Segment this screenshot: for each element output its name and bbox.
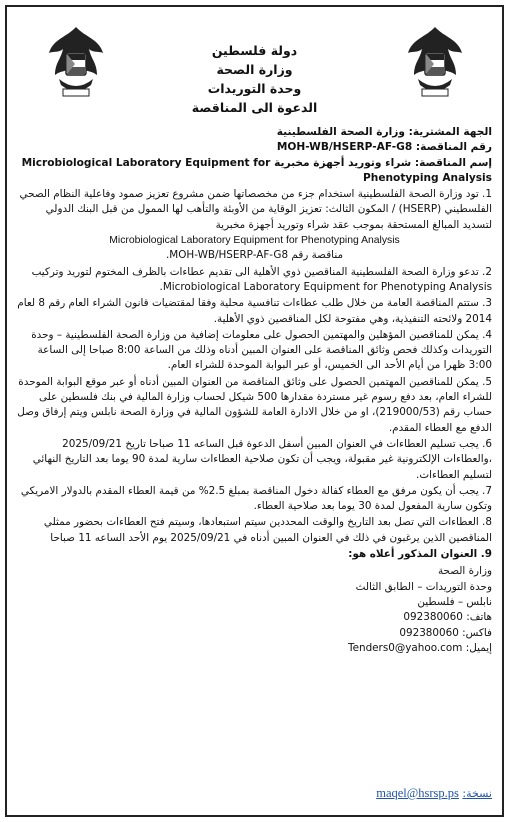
clause-1-equipment: Microbiological Laboratory Equipment for Phenotyping Analysis (109, 235, 400, 247)
copy-email-link[interactable]: maqel@hsrsp.ps (376, 786, 459, 800)
clause-1-tender-ref: مناقصة رقم MOH-WB/HSERP-AF-G8. (165, 249, 344, 262)
clause-9: 9. العنوان المذكور أعلاه هو: (348, 548, 492, 561)
clause-5: 5. يمكن للمناقصين المهتمين الحصول على وثائق المناقصة من العنوان المبين أدناه أو عبر موقع البوابة الموحدة للشراء العام، بعد دفع رسوم غير مستردة مقدارها 500 شيكل لحساب وزارة المالية في بنك فلسطين على حساب رقم (219000/53)، او من خلال الادارة العامة للشؤون المالية في وزارة الصحة نابلس ويتم إرفاق وصل الدفع مع العطاء المقدم. (17, 375, 492, 434)
clause-7: 7. يجب أن يكون مرفق مع العطاء كفالة دخول المناقصة بمبلغ 2.5% من قيمة العطاء المقدم بالدولار الامريكي وتكون سارية المفعول لمدة 30 يوما بعد صلاحية العطاء. (20, 484, 492, 513)
clause-2: 2. تدعو وزارة الصحة الفلسطينية المناقصين ذوي الأهلية الى تقديم عطاءات بالظرف المختوم لتوريد وتركيب Microbiological Laboratory Equipment for Phenotyping Analysis. (31, 265, 492, 293)
address-unit: وحدة التوريدات – الطابق الثالث (355, 580, 492, 593)
header-country: دولة فلسطين (211, 43, 298, 58)
tender-notice (5, 5, 504, 817)
address-block (17, 564, 492, 656)
tender-name: إسم المناقصة: شراء وتوريد أجهزة مخبرية Microbiological Laboratory Equipment for Phenotyping Analysis (21, 156, 492, 184)
address-email: إيميل: Tenders0@yahoo.com (348, 641, 492, 654)
address-ministry: وزارة الصحة (437, 565, 492, 578)
header-titles (7, 41, 502, 117)
clause-4: 4. يمكن للمناقصين المؤهلين والمهتمين الحصول على معلومات إضافية من وزارة الصحة الفلسطينية – وحدة التوريدات وكذلك فحص وثائق المناقصة على العنوان المبين أدناه وذلك من الساعة 8:00 صباحا إلى الساعة 3:00 ظهرا من أيام الأحد الى الخميس، أو عبر البوابة الموحدة للشراء العام. (31, 328, 492, 372)
copy-label: نسخة: (462, 787, 492, 800)
copy-to-line (17, 786, 492, 801)
clause-1: 1. تود وزارة الصحة الفلسطينية استخدام جزء من مخصصاتها ضمن مشروع تعزيز صمود وفاعلية النظام الصحي الفلسطيني (HSERP) / المكون الثالث: تعزيز الوقاية من الأوبئة والتأهب لها الممول من قبل البنك الدولي لتسديد المبالغ المستحقة بموجب عقد شراء وتوريد أجهزة مخبرية (19, 188, 492, 231)
address-city: نابلس – فلسطين (417, 595, 492, 608)
header-title: الدعوة الى المناقصة (191, 100, 318, 115)
notice-body (17, 125, 492, 656)
notice-header (7, 15, 502, 123)
header-unit: وحدة التوريدات (207, 81, 302, 96)
tender-number: رقم المناقصة: MOH-WB/HSERP-AF-G8 (276, 141, 492, 154)
purchasing-entity: الجهة المشترية: وزارة الصحة الفلسطينية (276, 126, 492, 138)
clause-3: 3. ستتم المناقصة العامة من خلال طلب عطاءات تنافسية محلية وفقا لمقتضيات قانون الشراء العام رقم 8 لعام 2014 ولائحته التنفيذية، وهي مفتوحة لكل المناقصين ذوي الأهلية. (17, 297, 492, 325)
address-phone: هاتف: 092380060 (403, 611, 492, 624)
header-ministry: وزارة الصحة (216, 62, 293, 77)
clause-8: 8. العطاءات التي تصل بعد التاريخ والوقت المحددين سيتم استبعادها، وسيتم فتح العطاءات بحضور ممثلي المناقصين الذين يرغبون في ذلك في العنوان المبين أدناه في 2025/09/21 يوم الأحد الساعه 11 صباحا (43, 516, 492, 544)
address-fax: فاكس: 092380060 (399, 626, 492, 639)
clause-6: 6. يجب تسليم العطاءات في العنوان المبين أسفل الدعوة قبل الساعه 11 صباحا تاريخ 2025/09/21 ،والعطاءات الإلكترونية غير مقبولة، ويجب أن تكون صلاحية العطاءات سارية لمدة 90 يوما بعد التاريخ النهائي لتسليم العطاءات. (32, 437, 492, 481)
